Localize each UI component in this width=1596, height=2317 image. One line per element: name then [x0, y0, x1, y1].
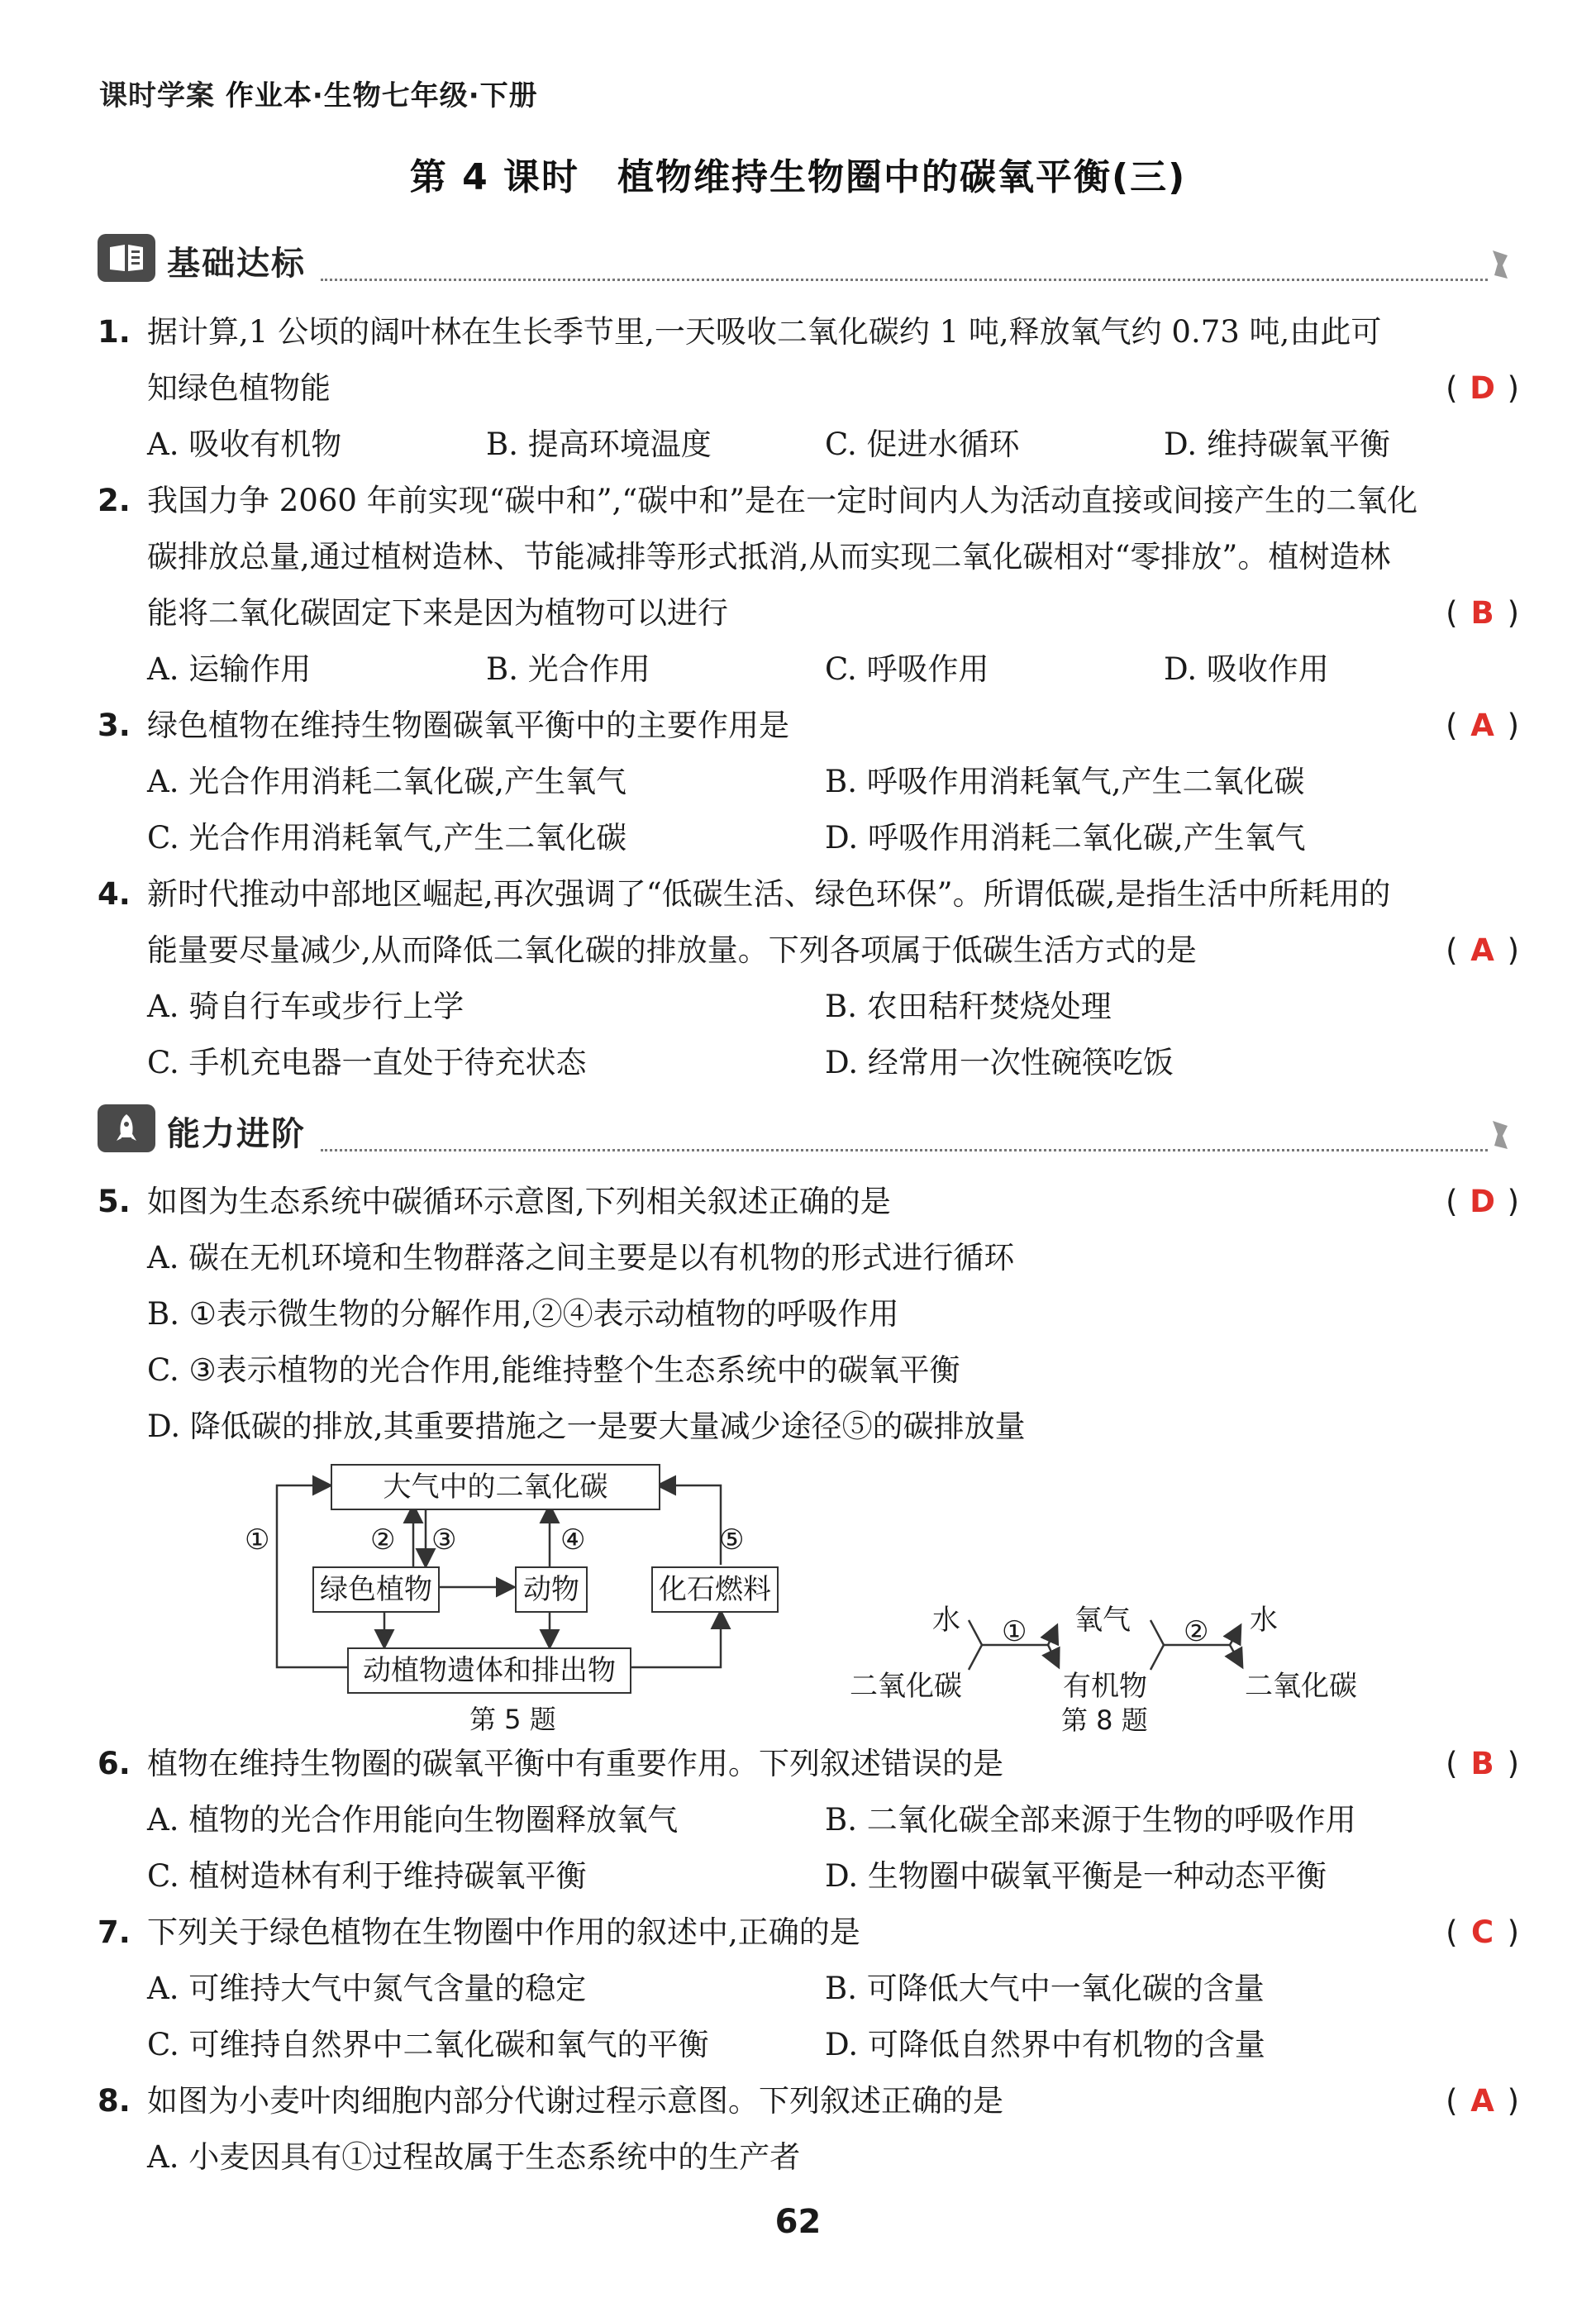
node-animal: 动物	[515, 1566, 588, 1613]
answer-letter: A	[1470, 932, 1494, 968]
question-text: 植物在维持生物圈的碳氧平衡中有重要作用。下列叙述错误的是	[147, 1746, 1003, 1781]
question-1	[98, 304, 1519, 478]
section-divider	[321, 1149, 1488, 1151]
answer-bracket: ( B )	[1412, 1736, 1519, 1792]
question-text: 据计算,1 公顷的阔叶林在生长季节里,一天吸收二氧化碳约 1 吨,释放氧气约 0.73 吨,由此可	[147, 314, 1382, 350]
question-number: 1.	[98, 314, 131, 350]
book-header	[99, 73, 538, 113]
option-d: D. 经常用一次性碗筷吃饭	[825, 1045, 1174, 1080]
question-number: 8.	[98, 2083, 131, 2119]
input-water: 水	[932, 1604, 960, 1637]
question-text: 如图为小麦叶肉细胞内部分代谢过程示意图。下列叙述正确的是	[147, 2083, 1003, 2119]
node-green-plant: 绿色植物	[312, 1566, 440, 1613]
section-advanced	[98, 1104, 1513, 1154]
path-label-5: ⑤	[719, 1523, 745, 1557]
carbon-cycle-diagram	[240, 1459, 802, 1735]
header-book: 作业本	[225, 79, 312, 112]
section-divider	[321, 279, 1488, 281]
book-icon	[98, 234, 155, 282]
option-c: C. 手机充电器一直处于待充状态	[147, 1045, 587, 1080]
question-4	[98, 866, 1519, 1098]
question-number: 5.	[98, 1184, 131, 1219]
question-text: 知绿色植物能	[147, 370, 331, 406]
node-fossil-fuel: 化石燃料	[651, 1566, 779, 1613]
answer-letter: D	[1470, 1184, 1495, 1219]
question-text: 如图为生态系统中碳循环示意图,下列相关叙述正确的是	[147, 1184, 891, 1219]
question-5	[98, 1174, 1519, 1463]
question-number: 6.	[98, 1746, 131, 1781]
pencil-icon	[1488, 1119, 1513, 1156]
option-b: B. 光合作用	[486, 651, 650, 687]
question-number: 2.	[98, 483, 131, 518]
metabolism-diagram	[835, 1587, 1397, 1736]
section-basic	[98, 234, 1513, 284]
answer-bracket: ( A )	[1412, 2073, 1519, 2129]
option-b: B. ①表示微生物的分解作用,②④表示动植物的呼吸作用	[147, 1296, 899, 1332]
question-7	[98, 1905, 1519, 2078]
answer-bracket: ( D )	[1412, 360, 1519, 417]
question-text: 新时代推动中部地区崛起,再次强调了“低碳生活、绿色环保”。所谓低碳,是指生活中所耗用的	[147, 876, 1391, 912]
option-a: A. 光合作用消耗二氧化碳,产生氧气	[147, 764, 627, 799]
option-d: D. 降低碳的排放,其重要措施之一是要大量减少途径⑤的碳排放量	[147, 1409, 1026, 1444]
option-b: B. 提高环境温度	[486, 427, 712, 462]
answer-letter: D	[1470, 370, 1495, 406]
header-subject: ·生物七年级·下册	[312, 79, 538, 112]
question-number: 4.	[98, 876, 131, 912]
question-text: 能将二氧化碳固定下来是因为植物可以进行	[147, 595, 728, 631]
path-label-3: ③	[431, 1523, 457, 1557]
option-a: A. 运输作用	[147, 651, 312, 687]
option-a: A. 小麦因具有①过程故属于生态系统中的生产者	[147, 2139, 801, 2175]
pencil-icon	[1488, 249, 1513, 285]
output-co2: 二氧化碳	[1245, 1670, 1357, 1703]
question-2	[98, 473, 1519, 704]
node-remains: 动植物遗体和排出物	[347, 1647, 631, 1694]
answer-letter: B	[1470, 595, 1494, 631]
product-organic: 有机物	[1063, 1670, 1147, 1703]
answer-bracket: ( C )	[1412, 1905, 1519, 1961]
path-label-4: ④	[560, 1523, 586, 1557]
option-b: B. 呼吸作用消耗氧气,产生二氧化碳	[825, 764, 1305, 799]
input-co2: 二氧化碳	[850, 1670, 962, 1703]
option-a: A. 吸收有机物	[147, 427, 342, 462]
answer-letter: C	[1470, 1914, 1494, 1950]
question-number: 7.	[98, 1914, 131, 1950]
header-brand: 课时学案	[99, 79, 215, 112]
option-c: C. 光合作用消耗氧气,产生二氧化碳	[147, 820, 627, 856]
page-number: 62	[774, 2203, 822, 2241]
question-3	[98, 698, 1519, 871]
question-text: 绿色植物在维持生物圈碳氧平衡中的主要作用是	[147, 708, 789, 743]
path-label-1: ①	[245, 1523, 270, 1557]
option-c: C. 植树造林有利于维持碳氧平衡	[147, 1858, 587, 1894]
rocket-icon	[98, 1104, 155, 1152]
answer-bracket: ( A )	[1412, 698, 1519, 754]
question-text: 碳排放总量,通过植树造林、节能减排等形式抵消,从而实现二氧化碳相对“零排放”。植树造林	[147, 539, 1391, 574]
question-8	[98, 2073, 1519, 2189]
option-a: A. 骑自行车或步行上学	[147, 989, 465, 1024]
option-c: C. 呼吸作用	[825, 651, 989, 687]
answer-bracket: ( D )	[1412, 1174, 1519, 1230]
path-label-2: ②	[370, 1523, 396, 1557]
figure-caption-8: 第 8 题	[1061, 1704, 1148, 1736]
option-c: C. 可维持自然界中二氧化碳和氧气的平衡	[147, 2027, 709, 2062]
option-d: D. 吸收作用	[1164, 651, 1329, 687]
answer-bracket: ( A )	[1412, 923, 1519, 979]
answer-letter: A	[1470, 2083, 1494, 2119]
option-c: C. ③表示植物的光合作用,能维持整个生态系统中的碳氧平衡	[147, 1352, 960, 1388]
question-text: 能量要尽量减少,从而降低二氧化碳的排放量。下列各项属于低碳生活方式的是	[147, 932, 1197, 968]
answer-letter: B	[1470, 1746, 1494, 1781]
node-atmosphere-co2: 大气中的二氧化碳	[331, 1464, 660, 1510]
option-b: B. 农田秸秆焚烧处理	[825, 989, 1112, 1024]
process-label-1: ①	[1002, 1615, 1027, 1648]
process-label-2: ②	[1184, 1615, 1209, 1648]
option-a: A. 碳在无机环境和生物群落之间主要是以有机物的形式进行循环	[147, 1240, 1015, 1275]
option-d: D. 可降低自然界中有机物的含量	[825, 2027, 1265, 2062]
question-6	[98, 1736, 1519, 1909]
lesson-title: 第 4 课时 植物维持生物圈中的碳氧平衡(三)	[409, 156, 1187, 198]
option-d: D. 生物圈中碳氧平衡是一种动态平衡	[825, 1858, 1327, 1894]
product-oxygen: 氧气	[1074, 1604, 1131, 1637]
figure-caption-5: 第 5 题	[469, 1704, 556, 1735]
question-text: 我国力争 2060 年前实现“碳中和”,“碳中和”是在一定时间内人为活动直接或间接产生的二氧化	[147, 483, 1418, 518]
question-text: 下列关于绿色植物在生物圈中作用的叙述中,正确的是	[147, 1914, 860, 1950]
option-a: A. 植物的光合作用能向生物圈释放氧气	[147, 1802, 679, 1838]
option-c: C. 促进水循环	[825, 427, 1020, 462]
section-advanced-label: 能力进阶	[167, 1115, 306, 1153]
option-b: B. 二氧化碳全部来源于生物的呼吸作用	[825, 1802, 1356, 1838]
output-water: 水	[1250, 1604, 1278, 1637]
option-b: B. 可降低大气中一氧化碳的含量	[825, 1971, 1265, 2006]
answer-letter: A	[1470, 708, 1494, 743]
section-basic-label: 基础达标	[167, 245, 306, 283]
question-number: 3.	[98, 708, 131, 743]
answer-bracket: ( B )	[1412, 585, 1519, 641]
option-a: A. 可维持大气中氮气含量的稳定	[147, 1971, 587, 2006]
option-d: D. 呼吸作用消耗二氧化碳,产生氧气	[825, 820, 1306, 856]
option-d: D. 维持碳氧平衡	[1164, 427, 1390, 462]
